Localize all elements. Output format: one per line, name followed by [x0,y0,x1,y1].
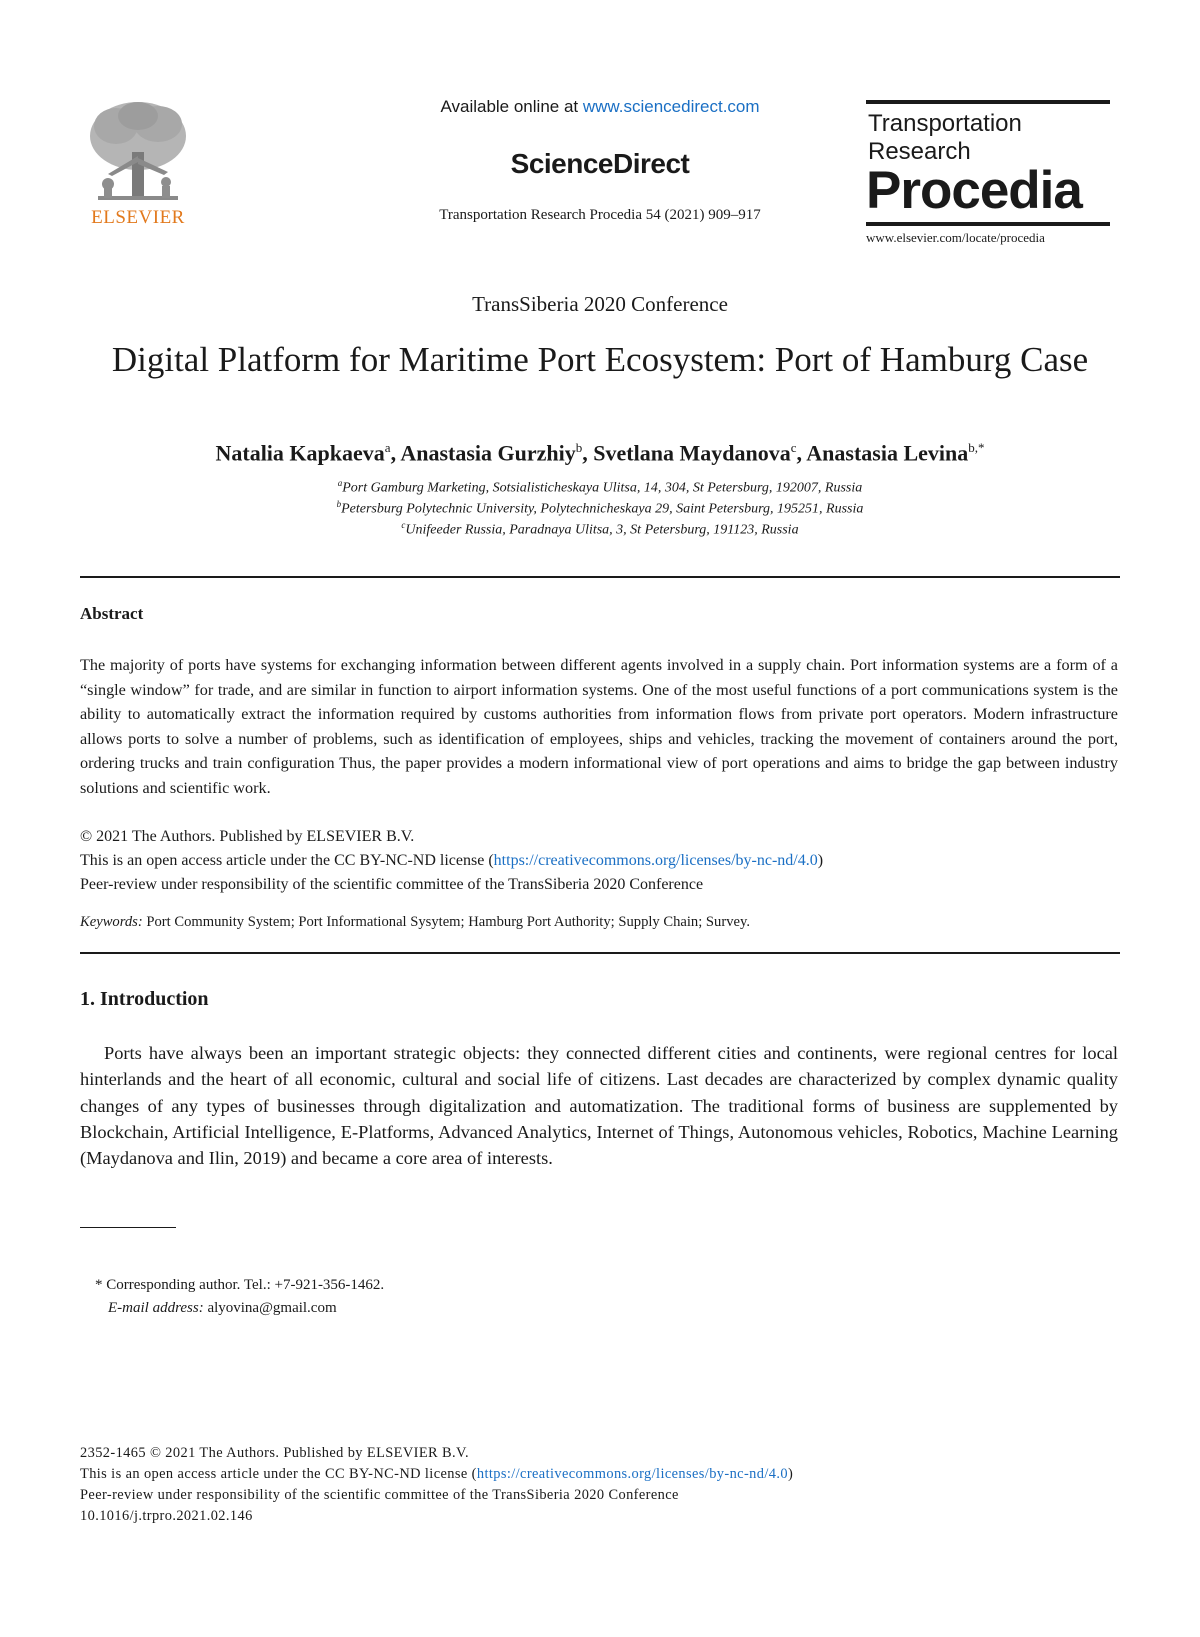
author-name: Anastasia Levina [806,440,969,466]
aff-text: Petersburg Polytechnic University, Polytechnicheskaya 29, Saint Petersburg, 195251, Russia [341,501,864,517]
copyright-line: © 2021 The Authors. Published by ELSEVIER B.V. [80,828,415,845]
journal-url[interactable]: www.elsevier.com/locate/procedia [866,230,1045,245]
author-list: Natalia Kapkaeva$^a$, Anastasia Gurzhiy$^b$, Svetlana Maydanova$^c$, Anastasia Levina$^{b,*}$ [215,440,985,466]
journal-citation: Transportation Research Procedia 54 (2021) 909–917 [439,207,761,223]
elsevier-wordmark: ELSEVIER [91,207,185,228]
aff-mark: a [337,478,343,488]
logo-procedia: Procedia [866,161,1082,220]
footer-license [80,1466,793,1483]
introduction-text: Ports have always been an important strategic objects: they connected different cities and continents, were regional centres for local hinterlands and the heart of all economic, cultural and social life of citizens. Last decades are characterized by complex dynamic quality changes of any types of businesses through digitalization and automatization. The traditional forms of business are supplemented by Blockchain, Artificial Intelligence, E-Platforms, Advanced Analytics, Internet of Things, Autonomous vehicles, Robotics, Machine Learning (Maydanova and Ilin, 2019) and became a core area of interests. [80,1043,1118,1169]
aff-mark: b [336,499,342,509]
available-online-label: Available online at [440,97,579,116]
footer-peer-review: Peer-review under responsibility of the scientific committee of the TransSiberia 2020 Conference [80,1487,679,1503]
footer-license-link[interactable]: https://creativecommons.org/licenses/by-nc-nd/4.0 [476,1466,788,1482]
abstract-heading: Abstract [80,604,144,623]
aff-text: Unifeeder Russia, Paradnaya Ulitsa, 3, St Petersburg, 191123, Russia [405,522,799,538]
conference-name: TransSiberia 2020 Conference [472,292,728,316]
available-online-line [240,97,960,117]
author-sup: b [575,440,583,455]
keywords-line [80,914,750,931]
footer-doi[interactable]: 10.1016/j.trpro.2021.02.146 [80,1508,253,1524]
author-sup: c [790,440,797,455]
footnote-rule [80,1227,176,1228]
author-sup: a [384,440,391,455]
journal-logo [866,100,1110,245]
logo-line1: Transportation [868,110,1022,137]
divider-bottom [80,952,1120,954]
paper-title: Digital Platform for Maritime Port Ecosystem: Port of Hamburg Case [111,340,1089,379]
email-label: E-mail address: [108,1300,204,1316]
keywords-label: Keywords: [80,914,143,930]
logo-rule-bottom [866,222,1110,226]
divider-top [80,576,1120,578]
logo-rule-top [866,100,1110,104]
affiliation-a [100,478,1100,497]
sciencedirect-brand: ScienceDirect [510,148,690,179]
footer-issn: 2352-1465 © 2021 The Authors. Published by ELSEVIER B.V. [80,1445,469,1461]
affiliation-b [100,499,1100,518]
author-sup: b,* [968,440,985,455]
keywords-text: Port Community System; Port Informational Sysytem; Hamburg Port Authority; Supply Chain; Survey. [146,914,750,930]
logo-line2: Research [868,138,971,165]
license-link[interactable]: https://creativecommons.org/licenses/by-nc-nd/4.0 [493,852,818,869]
corresponding-author: * Corresponding author. Tel.: +7-921-356-1462. [95,1277,385,1293]
aff-mark: c [401,520,406,530]
author-name: Anastasia Gurzhiy [400,440,576,466]
peer-review-line: Peer-review under responsibility of the scientific committee of the TransSiberia 2020 Conference [80,876,704,893]
introduction-heading: 1. Introduction [80,988,209,1010]
aff-text: Port Gamburg Marketing, Sotsialisticheskaya Ulitsa, 14, 304, St Petersburg, 192007, Russia [342,480,863,496]
license-suffix: ) [817,852,824,869]
license-prefix: This is an open access article under the CC BY-NC-ND license ( [80,852,494,869]
license-line [80,852,823,870]
email-address[interactable]: alyovina@gmail.com [207,1300,337,1316]
abstract-text: The majority of ports have systems for exchanging information between different agents involved in a supply chain. Port information systems are a form of a “single window” for trade, and are similar in function to airport information systems. One of the most useful functions of a port communications system is the ability to automatically extract the information required by customs authorities from information flows from private port operators. Modern infrastructure allows ports to solve a number of problems, such as identification of employees, ships and vehicles, tracking the movement of containers around the port, ordering trucks and train configuration Thus, the paper provides a modern informational view of port operations and aims to bridge the gap between industry solutions and scientific work. [80,656,1118,797]
affiliation-c [100,520,1100,539]
footer-license-suffix: ) [787,1466,794,1482]
sciencedirect-link[interactable]: www.sciencedirect.com [582,97,760,116]
author-name: Svetlana Maydanova [593,440,791,466]
email-line [108,1300,337,1317]
author-name: Natalia Kapkaeva [215,440,385,466]
footer-license-prefix: This is an open access article under the CC BY-NC-ND license ( [80,1466,477,1482]
